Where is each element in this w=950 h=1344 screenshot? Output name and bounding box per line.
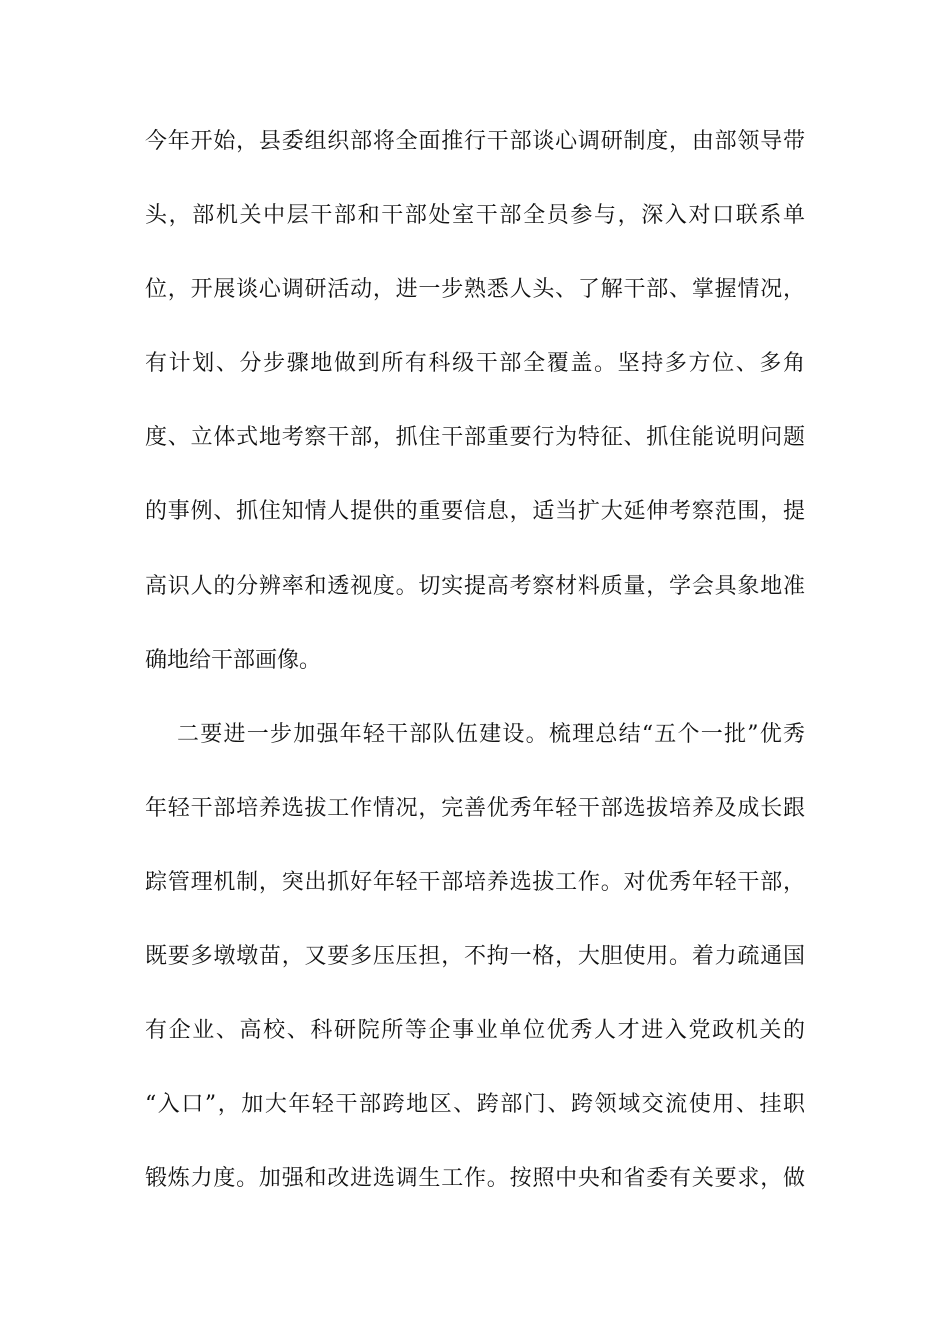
text-line: 既要多墩墩苗，又要多压压担，不拘一格，大胆使用。着力疏通国 xyxy=(145,944,805,970)
text-line: 二要进一步加强年轻干部队伍建设。梳理总结“五个一批”优秀 xyxy=(177,721,805,747)
text-line: 高识人的分辨率和透视度。切实提高考察材料质量，学会具象地准 xyxy=(145,573,805,599)
text-line: 年轻干部培养选拔工作情况，完善优秀年轻干部选拔培养及成长跟 xyxy=(145,795,805,821)
paragraph-2 xyxy=(145,698,805,1217)
paragraph-1 xyxy=(145,105,805,698)
text-line: 的事例、抓住知情人提供的重要信息，适当扩大延伸考察范围，提 xyxy=(145,499,805,525)
text-line: 有企业、高校、科研院所等企事业单位优秀人才进入党政机关的 xyxy=(145,1018,805,1044)
text-line: “入口”，加大年轻干部跨地区、跨部门、跨领域交流使用、挂职 xyxy=(145,1092,805,1118)
text-line: 有计划、分步骤地做到所有科级干部全覆盖。坚持多方位、多角 xyxy=(145,351,805,377)
text-line: 踪管理机制，突出抓好年轻干部培养选拔工作。对优秀年轻干部， xyxy=(145,869,805,895)
text-line: 确地给干部画像。 xyxy=(145,647,322,673)
text-line: 位，开展谈心调研活动，进一步熟悉人头、了解干部、掌握情况， xyxy=(145,277,805,303)
text-line: 今年开始，县委组织部将全面推行干部谈心调研制度，由部领导带 xyxy=(145,129,805,154)
text-line: 头，部机关中层干部和干部处室干部全员参与，深入对口联系单 xyxy=(145,203,805,229)
body-text xyxy=(145,105,805,1216)
text-line: 度、立体式地考察干部，抓住干部重要行为特征、抓住能说明问题 xyxy=(145,425,805,451)
text-line: 锻炼力度。加强和改进选调生工作。按照中央和省委有关要求，做 xyxy=(145,1166,805,1192)
